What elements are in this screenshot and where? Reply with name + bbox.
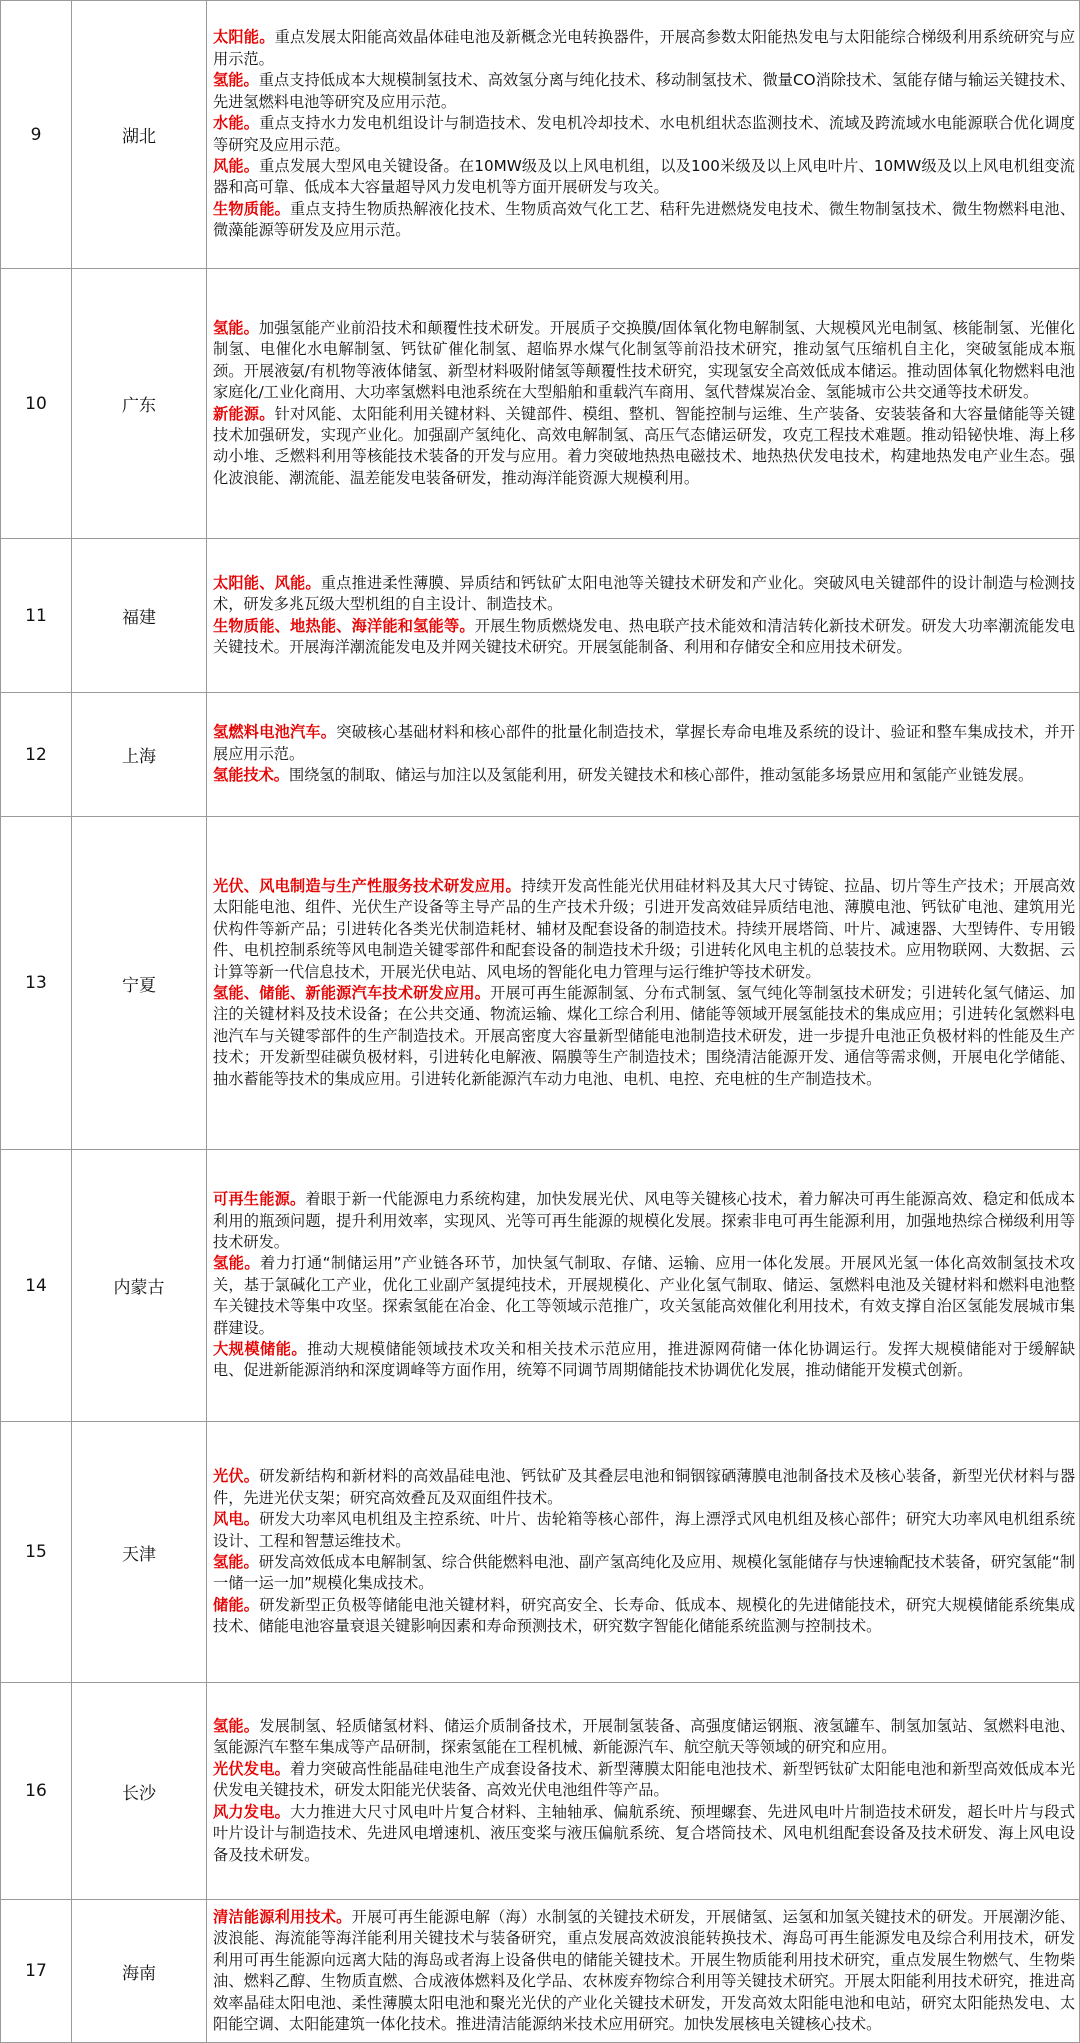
segment-text: 着力突破高性能晶硅电池生产成套设备技术、新型薄膜太阳能电池技术、新型钙钛矿太阳能电池和新型高效低成本光伏发电关键技术，研发太阳能光伏装备、高效光伏电池组件等产品。: [213, 1759, 1076, 1800]
tech-segment: [213, 765, 1075, 786]
region-name: 内蒙古: [72, 1150, 207, 1422]
region-name: 宁夏: [72, 817, 207, 1150]
table-row: [1, 693, 1080, 817]
tech-segment: [213, 1339, 1075, 1382]
segment-text: 开展可再生能源电解（海）水制氢的关键技术研发，开展储氢、运氢和加氢关键技术的研发。开展潮汐能、波浪能、海流能等海洋能利用关键技术与装备研究，重点发展高效波浪能转换技术、海岛可再生能源发电及综合利用技术，研发利用可再生能源向远离大陆的海岛或者海上设备供电的储能关键技术。开展生物质能利用技术研究，重点发展生物燃气、生物柴油、燃料乙醇、生物质直燃、合成液体燃料及化学品、农林废弃物综合利用等关键技术研究。开展太阳能利用技术研究，推进高效率晶硅太阳电池、柔性薄膜太阳电池和聚光光伏的产业化关键技术研发，开发高效太阳能电池和电站，研究太阳能热发电、太阳能空调、太阳能建筑一体化技术。推进清洁能源纳米技术应用研究。加快发展核电关键核心技术。: [213, 1908, 1076, 2034]
segment-keyword: 风电。: [213, 1510, 260, 1529]
segment-keyword: 可再生能源。: [213, 1190, 306, 1209]
row-number: 11: [1, 539, 72, 693]
tech-segment: [213, 1759, 1075, 1802]
segment-keyword: 氢能。: [213, 1254, 260, 1273]
segment-text: 重点推进柔性薄膜、异质结和钙钛矿太阳电池等关键技术研发和产业化。突破风电关键部件的设计制造与检测技术，研发多兆瓦级大型机组的自主设计、制造技术。: [213, 573, 1076, 614]
segment-text: 重点发展太阳能高效晶体硅电池及新概念光电转换器件，开展高参数太阳能热发电与太阳能综合梯级利用系统研究与应用示范。: [213, 28, 1076, 68]
segment-text: 加强氢能产业前沿技术和颠覆性技术研发。开展质子交换膜/固体氧化物电解制氢、大规模风光电制氢、核能制氢、光催化制氢、电催化水电解制氢、钙钛矿催化制氢、超临界水煤气化制氢等前沿技术研究，推动氢气压缩机自主化，突破氢能成本瓶颈。开展液氨/有机物等液体储氢、新型材料吸附储氢等颠覆性技术研究，实现氢安全高效低成本储运。推动固体氧化物燃料电池家庭化/工业化商用、大功率氢燃料电池系统在大型船舶和重载汽车商用、氢代替煤炭冶金、氢能城市公共交通等技术研发。: [213, 318, 1075, 402]
tech-description: [207, 1422, 1080, 1683]
row-number: 9: [1, 1, 72, 269]
segment-text: 重点发展大型风电关键设备。在10MW级及以上风电机组，以及100米级及以上风电叶片、10MW级及以上风电机组变流器和高可靠、低成本大容量超导风力发电机等方面开展研发与攻关。: [213, 156, 1075, 197]
tech-segment: [213, 1802, 1075, 1866]
region-name: 湖北: [72, 1, 207, 269]
tech-description: [207, 817, 1080, 1150]
row-number: 12: [1, 693, 72, 817]
tech-description: [207, 693, 1080, 817]
table-row: [1, 1900, 1080, 2043]
row-number: 13: [1, 817, 72, 1150]
row-number: 14: [1, 1150, 72, 1422]
row-number: 17: [1, 1900, 72, 2043]
segment-keyword: 氢能。: [213, 71, 259, 90]
table-row: [1, 269, 1080, 539]
segment-text: 重点支持水力发电机组设计与制造技术、发电机冷却技术、水电机组状态监测技术、流域及跨流域水电能源联合优化调度等研究及应用示范。: [213, 114, 1076, 154]
segment-keyword: 太阳能。: [213, 28, 275, 47]
tech-segment: [213, 1907, 1075, 2035]
table-row: [1, 817, 1080, 1150]
segment-keyword: 清洁能源利用技术。: [213, 1908, 352, 1926]
table-row: [1, 539, 1080, 693]
segment-text: 持续开发高性能光伏用硅材料及其大尺寸铸锭、拉晶、切片等生产技术；开展高效太阳能电池、组件、光伏生产设备等主导产品的生产技术升级；引进开发高效硅异质结电池、薄膜电池、钙钛矿电池、建筑用光伏构件等新产品；引进转化各类光伏制造耗材、辅材及配套设备的制造技术。持续开展塔筒、叶片、减速器、大型铸件、专用锻件、电机控制系统等风电制造关键零部件和配套设备的制造技术升级；引进转化风电主机的总装技术。应用物联网、大数据、云计算等新一代信息技术，开展光伏电站、风电场的智能化电力管理与运行维护等技术研发。: [213, 876, 1076, 981]
tech-segment: [213, 1716, 1075, 1759]
row-number: 16: [1, 1683, 72, 1900]
tech-segment: [213, 573, 1075, 616]
tech-description: [207, 1900, 1080, 2043]
segment-keyword: 氢能。: [213, 318, 259, 337]
segment-keyword: 氢燃料电池汽车。: [213, 723, 337, 742]
segment-text: 大力推进大尺寸风电叶片复合材料、主轴轴承、偏航系统、预埋螺套、先进风电叶片制造技术研发，超长叶片与段式叶片设计与制造技术、先进风电增速机、液压变桨与液压偏航系统、复合塔筒技术、风电机组配套设备及技术研发、海上风电设备及技术研发。: [213, 1802, 1076, 1864]
tech-description: [207, 1683, 1080, 1900]
segment-text: 着力打通“制储运用”产业链各环节，加快氢气制取、存储、运输、应用一体化发展。开展风光氢一体化高效制氢技术攻关，基于氯碱化工产业，优化工业副产氢提纯技术，开展规模化、产业化氢气制取、储运、氢燃料电池及关键材料和燃料电池整车关键技术等集中攻坚。探索氢能在冶金、化工等领域示范推广，攻关氢能高效催化利用技术，有效支撑自治区氢能发展城市集群建设。: [213, 1254, 1075, 1337]
segment-text: 围绕氢的制取、储运与加注以及氢能利用，研发关键技术和核心部件，推动氢能多场景应用和氢能产业链发展。: [288, 766, 1034, 785]
segment-keyword: 氢能。: [213, 1717, 260, 1736]
segment-keyword: 氢能、储能、新能源汽车技术研发应用。: [213, 984, 491, 1002]
table-row: [1, 1422, 1080, 1683]
region-name: 福建: [72, 539, 207, 693]
segment-text: 研发新型正负极等储能电池关键材料，研究高安全、长寿命、低成本、规模化的先进储能技术，研究大规模储能系统集成技术、储能电池容量衰退关键影响因素和寿命预测技术，研究数字智能化储能系统监测与控制技术。: [213, 1595, 1076, 1636]
segment-text: 重点支持低成本大规模制氢技术、高效氢分离与纯化技术、移动制氢技术、微量CO消除技术、氢能存储与输运关键技术、先进氢燃料电池等研究及应用示范。: [213, 71, 1076, 111]
tech-segment: [213, 156, 1075, 199]
segment-text: 着眼于新一代能源电力系统构建，加快发展光伏、风电等关键核心技术，着力解决可再生能源高效、稳定和低成本利用的瓶颈问题，提升利用效率，实现风、光等可再生能源的规模化发展。探索非电可再生能源利用，加强地热综合梯级利用等技术研发。: [213, 1190, 1076, 1251]
segment-keyword: 风力发电。: [213, 1802, 290, 1821]
segment-text: 研发新结构和新材料的高效晶硅电池、钙钛矿及其叠层电池和铜铟镓硒薄膜电池制备技术及核心装备，新型光伏材料与器件，先进光伏支架；研究高效叠瓦及双面组件技术。: [213, 1467, 1076, 1507]
tech-description: [207, 1, 1080, 269]
segment-text: 重点支持生物质热解液化技术、生物质高效气化工艺、秸秆先进燃烧发电技术、微生物制氢技术、微生物燃料电池、微藻能源等研发及应用示范。: [213, 199, 1076, 240]
segment-keyword: 储能。: [213, 1595, 260, 1614]
region-name: 上海: [72, 693, 207, 817]
row-number: 10: [1, 269, 72, 539]
tech-segment: [213, 1189, 1075, 1253]
table-row: [1, 1150, 1080, 1422]
row-number: 15: [1, 1422, 72, 1683]
tech-segment: [213, 983, 1075, 1090]
segment-text: 推动大规模储能领域技术攻关和相关技术示范应用，推进源网荷储一体化协调运行。发挥大规模储能对于缓解缺电、促进新能源消纳和深度调峰等方面作用，统筹不同调节周期储能技术协调优化发展，推动储能开发模式创新。: [213, 1340, 1076, 1380]
segment-keyword: 氢能。: [213, 1553, 259, 1571]
tech-description: [207, 539, 1080, 693]
tech-segment: [213, 616, 1075, 659]
tech-segment: [213, 722, 1075, 765]
tech-segment: [213, 70, 1075, 113]
segment-keyword: 新能源。: [213, 404, 275, 423]
tech-segment: [213, 1509, 1075, 1552]
segment-keyword: 大规模储能。: [213, 1340, 308, 1359]
tech-segment: [213, 27, 1075, 70]
region-name: 广东: [72, 269, 207, 539]
tech-description: [207, 269, 1080, 539]
segment-keyword: 氢能技术。: [213, 766, 289, 785]
segment-text: 突破核心基础材料和核心部件的批量化制造技术，掌握长寿命电堆及系统的设计、验证和整车集成技术，并开展应用示范。: [213, 723, 1076, 763]
tech-segment: [213, 404, 1075, 490]
segment-keyword: 光伏发电。: [213, 1759, 290, 1778]
region-name: 海南: [72, 1900, 207, 2043]
segment-keyword: 光伏、风电制造与生产性服务技术研发应用。: [213, 876, 521, 895]
segment-text: 研发高效低成本电解制氢、综合供能燃料电池、副产氢高纯化及应用、规模化氢能储存与快速输配技术装备，研究氢能“制一储一运一加”规模化集成技术。: [213, 1553, 1076, 1593]
segment-keyword: 生物质能、地热能、海洋能和氢能等。: [213, 616, 475, 635]
segment-keyword: 水能。: [213, 114, 260, 133]
segment-text: 开展可再生能源制氢、分布式制氢、氢气纯化等制氢技术研发；引进转化氢气储运、加注的关键材料及技术设备；在公共交通、物流运输、煤化工综合利用、储能等领域开展氢能技术的集成应用；引进转化氢燃料电池汽车与关键零部件的生产制造技术。开展高密度大容量新型储能电池制造技术研发，进一步提升电池正负极材料的性能及生产技术；开发新型硅碳负极材料，引进转化电解液、隔膜等生产制造技术；围绕清洁能源开发、通信等需求侧，开展电化学储能、抽水蓄能等技术的集成应用。引进转化新能源汽车动力电池、电机、电控、充电桩的生产制造技术。: [213, 984, 1076, 1088]
segment-text: 开展生物质燃烧发电、热电联产技术能效和清洁转化新技术研发。研发大功率潮流能发电关键技术。开展海洋潮流能发电及并网关键技术研究。开展氢能制备、利用和存储安全和应用技术研发。: [213, 616, 1076, 656]
table-row: [1, 1, 1080, 269]
tech-segment: [213, 199, 1075, 242]
segment-keyword: 生物质能。: [213, 199, 290, 218]
region-name: 长沙: [72, 1683, 207, 1900]
tech-segment: [213, 318, 1075, 404]
table-row: [1, 1683, 1080, 1900]
segment-text: 发展制氢、轻质储氢材料、储运介质制备技术，开展制氢装备、高强度储运钢瓶、液氢罐车、制氢加氢站、氢燃料电池、氢能源汽车整车集成等产品研制，探索氢能在工程机械、新能源汽车、航空航天等领域的研究和应用。: [213, 1717, 1076, 1757]
segment-keyword: 太阳能、风能。: [213, 573, 321, 592]
tech-segment: [213, 876, 1075, 983]
tech-segment: [213, 113, 1075, 156]
tech-segment: [213, 1552, 1075, 1595]
segment-keyword: 风能。: [213, 156, 260, 175]
segment-text: 针对风能、太阳能利用关键材料、关键部件、模组、整机、智能控制与运维、生产装备、安装装备和大容量储能等关键技术加强研发，实现产业化。加强副产氢纯化、高效电解制氢、高压气态储运研发，攻克工程技术难题。推动铅铋快堆、海上移动小堆、乏燃料利用等核能技术装备的开发与应用。着力突破地热热电磁技术、地热热伏发电技术，构建地热发电产业生态。强化波浪能、潮流能、温差能发电装备研发，推动海洋能资源大规模利用。: [213, 404, 1076, 487]
segment-keyword: 光伏。: [213, 1467, 260, 1486]
tech-description: [207, 1150, 1080, 1422]
tech-segment: [213, 1466, 1075, 1509]
segment-text: 研发大功率风电机组及主控系统、叶片、齿轮箱等核心部件，海上漂浮式风电机组及核心部件；研究大功率风电机组系统设计、工程和智慧运维技术。: [213, 1510, 1076, 1550]
region-name: 天津: [72, 1422, 207, 1683]
tech-segment: [213, 1595, 1075, 1638]
tech-segment: [213, 1253, 1075, 1339]
